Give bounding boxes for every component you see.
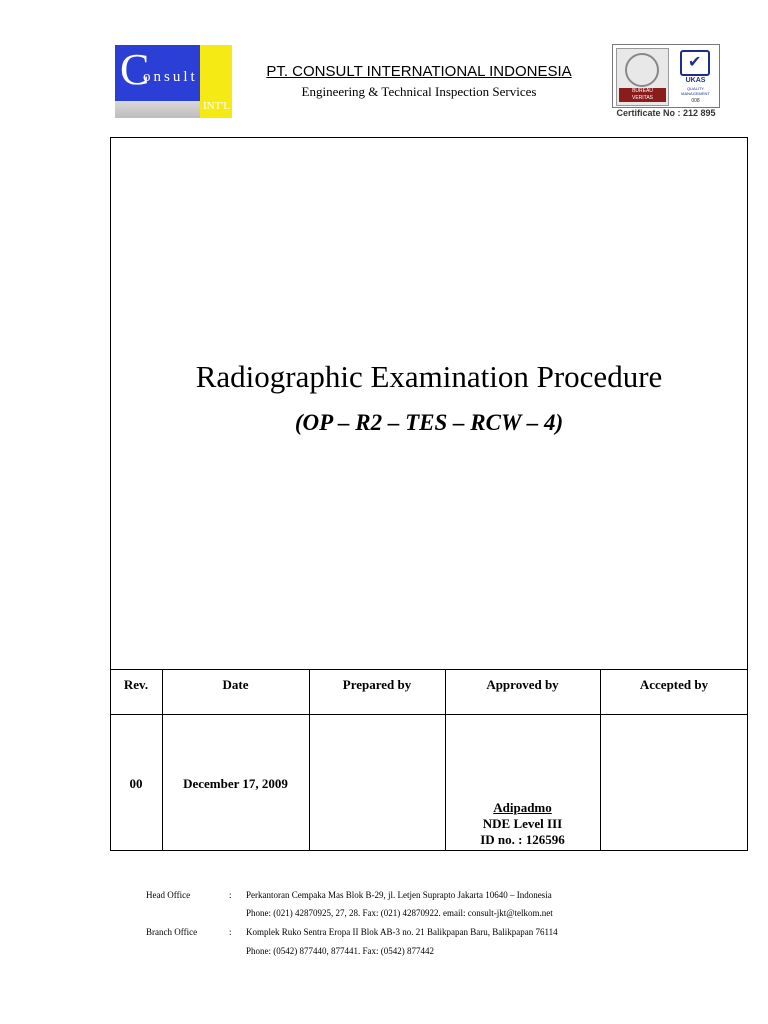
branch-office-contact: Phone: (0542) 877440, 877441. Fax: (0542) 877442 [246,946,434,956]
logo-word: onsult [143,69,198,85]
certificate-number: Certificate No : 212 895 [616,108,716,118]
ukas-number: 008 [691,98,700,104]
head-office-label: Head Office [146,890,191,900]
ukas-check-icon: ✔ [680,50,710,76]
header-date: Date [222,677,249,692]
bureau-veritas-emblem-icon [625,53,659,87]
document-code: (OP – R2 – TES – RCW – 4) [294,410,564,435]
ukas-subtext: QUALITY MANAGEMENT [681,86,710,96]
logo-letter: C [120,45,150,94]
company-tagline: Engineering & Technical Inspection Services [301,84,537,99]
cell-date: December 17, 2009 [183,776,288,791]
bv-band-bottom: VERITAS [631,95,654,101]
logo-suffix: INT'L [202,100,231,112]
branch-office-address: Komplek Ruko Sentra Eropa II Blok AB-3 no. 21 Balikpapan Baru, Balikpapan 76114 [246,927,558,937]
table-header-divider [110,714,748,715]
ukas-text: UKAS [685,77,706,84]
header-accepted-by: Accepted by [639,677,709,692]
cell-rev: 00 [129,776,143,791]
table-top-border [110,669,748,670]
bureau-veritas-seal [616,48,669,106]
cell-approved-by [445,800,600,848]
header-rev: Rev. [123,677,149,692]
bv-band-top: BUREAU [632,88,653,94]
table-col-divider [600,669,601,851]
bureau-veritas-band [619,88,666,102]
company-name [230,62,608,82]
table-col-divider [162,669,163,851]
logo-grey-strip [115,101,200,118]
head-office-separator: : [229,890,232,900]
branch-office-separator: : [229,927,232,937]
certification-box [612,44,720,108]
company-logo [115,45,232,118]
header-approved-by: Approved by [486,677,559,692]
head-office-address: Perkantoran Cempaka Mas Blok B-29, jl. Letjen Suprapto Jakarta 10640 – Indonesia [246,890,552,900]
approver-id: ID no. : 126596 [480,832,565,847]
certification-marks [612,44,720,120]
approver-name: Adipadmo [493,800,552,815]
table-col-divider [309,669,310,851]
approver-level: NDE Level III [482,816,563,831]
head-office-contact: Phone: (021) 42870925, 27, 28. Fax: (021) 42870922. email: consult-jkt@telkom.net [246,908,553,918]
header-prepared-by: Prepared by [342,677,412,692]
document-frame [110,137,748,851]
branch-office-label: Branch Office [146,927,198,937]
company-name-text: PT. CONSULT INTERNATIONAL INDONESIA [266,63,572,80]
ukas-mark [673,48,718,106]
document-title: Radiographic Examination Procedure [195,359,663,394]
